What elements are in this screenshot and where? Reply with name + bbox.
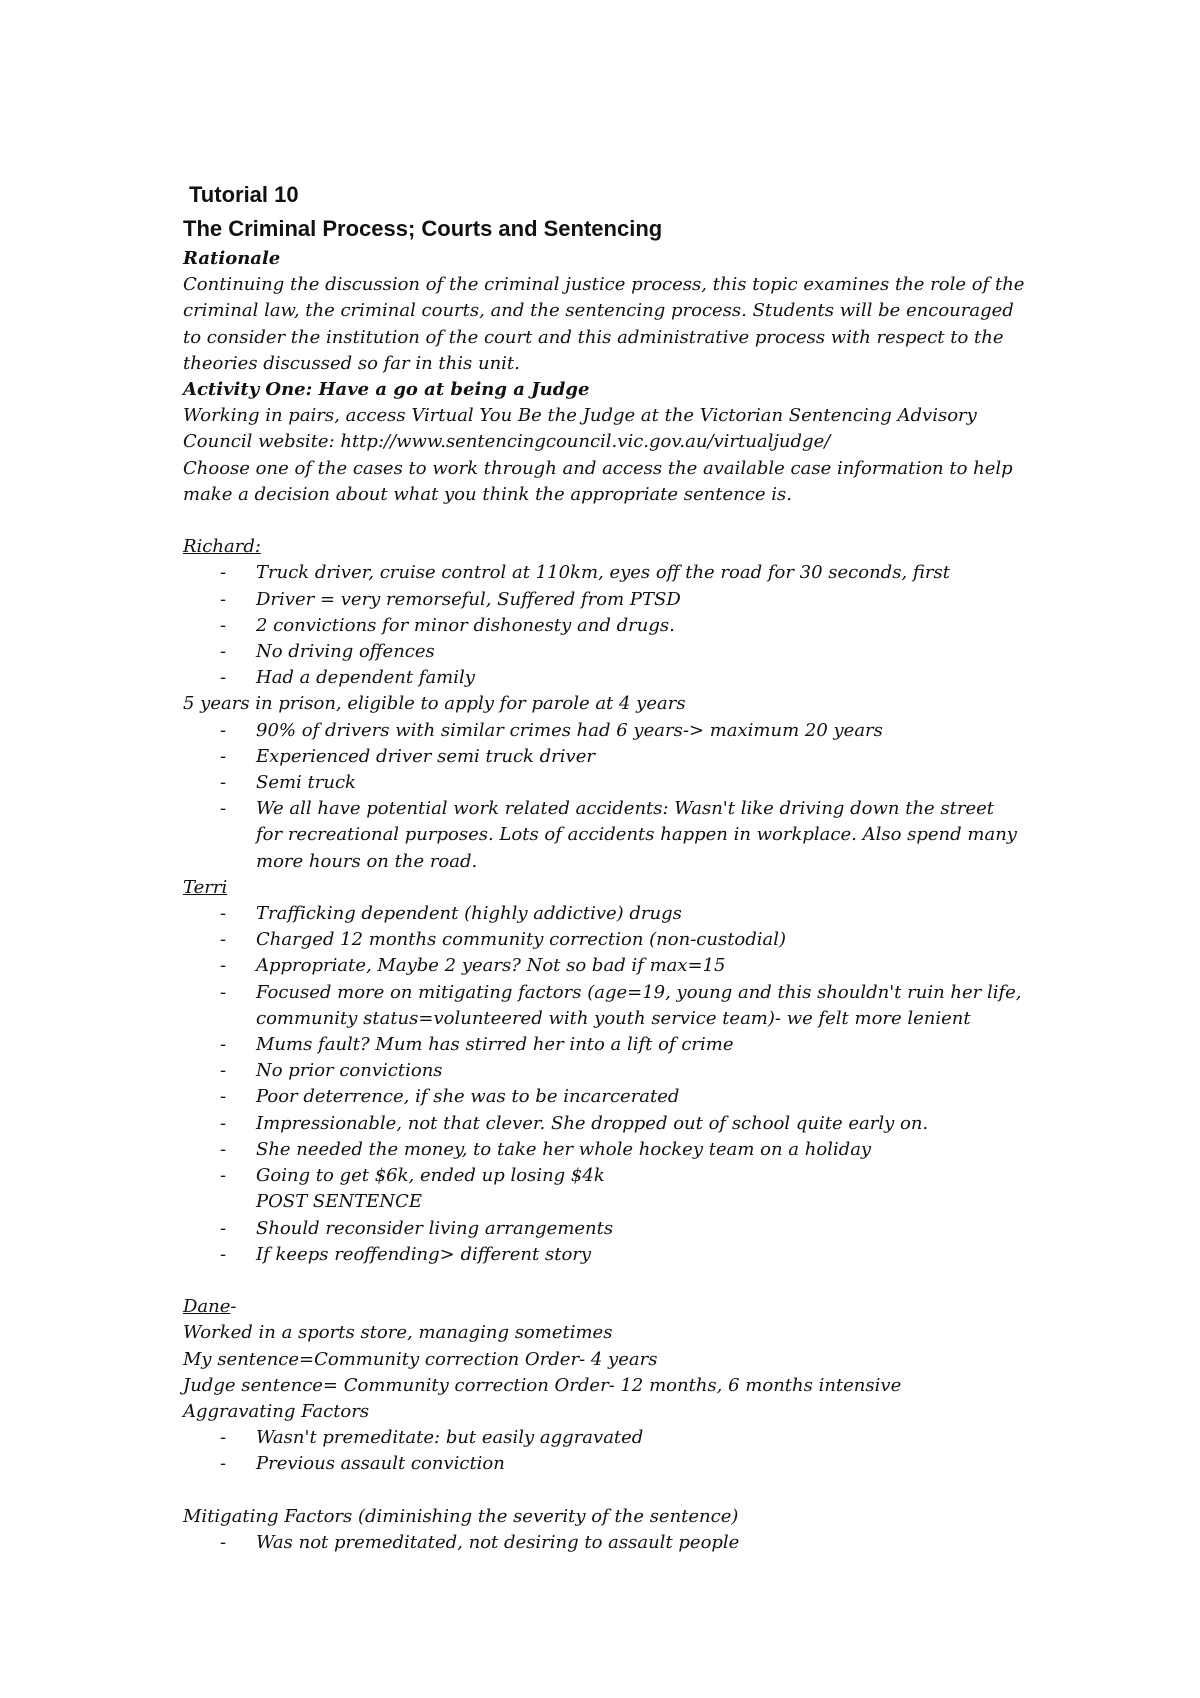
list-item: - Impressionable, not that clever. She dropped out of school quite early on. (220, 1112, 929, 1134)
list-item-continuation: for recreational purposes. Lots of accidents happen in workplace. Also spend many (256, 824, 1017, 846)
text-line: Continuing the discussion of the criminal justice process, this topic examines the role of the (183, 274, 1025, 296)
page-title: Tutorial 10 (189, 182, 299, 207)
richard-list-2 (183, 718, 1083, 875)
list-item: - 90% of drivers with similar crimes had 6 years-> maximum 20 years (220, 719, 883, 741)
rationale-heading: Rationale (183, 248, 281, 269)
aggravating-list (183, 1425, 1083, 1477)
list-item: - No driving offences (220, 641, 435, 663)
list-item: - Should reconsider living arrangements (220, 1217, 614, 1239)
activity-heading: Activity One: Have a go at being a Judge (183, 379, 590, 401)
list-item: - Going to get $6k, ended up losing $4k (220, 1165, 605, 1187)
list-item: - She needed the money, to take her whole hockey team on a holiday (220, 1138, 872, 1160)
list-item: - We all have potential work related accidents: Wasn't like driving down the street (220, 798, 995, 820)
text-line: Worked in a sports store, managing sometimes (183, 1322, 613, 1344)
dane-heading: Dane- (183, 1296, 237, 1318)
richard-sentence: 5 years in prison, eligible to apply for parole at 4 years (183, 693, 686, 715)
richard-list (183, 560, 1083, 691)
post-sentence-label: POST SENTENCE (256, 1191, 422, 1213)
list-item-continuation: community status=volunteered with youth service team)- we felt more lenient (256, 1007, 971, 1029)
list-item: - No prior convictions (220, 1060, 443, 1082)
list-item: - Driver = very remorseful, Suffered from PTSD (220, 588, 681, 610)
text-line: to consider the institution of the court and this administrative process with respect to the (183, 326, 1004, 348)
list-item: - Experienced driver semi truck driver (220, 745, 595, 767)
text-line: My sentence=Community correction Order- 4 years (183, 1348, 658, 1370)
list-item: - If keeps reoffending> different story (220, 1243, 592, 1265)
text-line: Judge sentence= Community correction Order- 12 months, 6 months intensive (183, 1374, 902, 1396)
mitigating-list (183, 1530, 1083, 1556)
text-line: Council website: http://www.sentencingcouncil.vic.gov.au/virtualjudge/ (183, 431, 831, 453)
text-line: Choose one of the cases to work through and access the available case information to help (183, 457, 1013, 479)
list-item: - Wasn't premeditate: but easily aggravated (220, 1427, 644, 1449)
aggravating-heading: Aggravating Factors (183, 1400, 370, 1422)
text-line: make a decision about what you think the appropriate sentence is. (183, 483, 792, 505)
list-item: - Previous assault conviction (220, 1453, 505, 1475)
activity-paragraph (183, 403, 1083, 508)
list-item: - Mums fault? Mum has stirred her into a lift of crime (220, 1034, 734, 1056)
text-line: criminal law, the criminal courts, and the sentencing process. Students will be encouraged (183, 300, 1014, 322)
list-item-continuation: more hours on the road. (256, 850, 478, 872)
list-item: - Semi truck (220, 772, 356, 794)
spacer (183, 1268, 1083, 1294)
mitigating-heading: Mitigating Factors (diminishing the severity of the sentence) (183, 1505, 739, 1527)
list-item: - Focused more on mitigating factors (age=19, young and this shouldn't ruin her life, (220, 981, 1022, 1003)
list-item: - Truck driver, cruise control at 110km, eyes off the road for 30 seconds, first (220, 562, 950, 584)
list-item: - Poor deterrence, if she was to be incarcerated (220, 1086, 680, 1108)
terri-heading: Terri (183, 876, 228, 898)
list-item: - Charged 12 months community correction (non-custodial) (220, 929, 787, 951)
text-line: Working in pairs, access Virtual You Be the Judge at the Victorian Sentencing Advisory (183, 405, 977, 427)
page-subtitle: The Criminal Process; Courts and Sentencing (183, 216, 663, 241)
terri-list (183, 901, 1083, 1268)
list-item: - Was not premeditated, not desiring to assault people (220, 1531, 740, 1553)
list-item: - Appropriate, Maybe 2 years? Not so bad if max=15 (220, 955, 726, 977)
text-line: theories discussed so far in this unit. (183, 352, 520, 374)
spacer (183, 508, 1083, 534)
list-item: - Trafficking dependent (highly addictive) drugs (220, 903, 682, 925)
spacer (183, 1478, 1083, 1504)
list-item: - 2 convictions for minor dishonesty and drugs. (220, 614, 675, 636)
rationale-paragraph (183, 272, 1083, 377)
document-body (183, 178, 1083, 1556)
list-item: - Had a dependent family (220, 667, 475, 689)
richard-heading: Richard: (183, 536, 261, 558)
